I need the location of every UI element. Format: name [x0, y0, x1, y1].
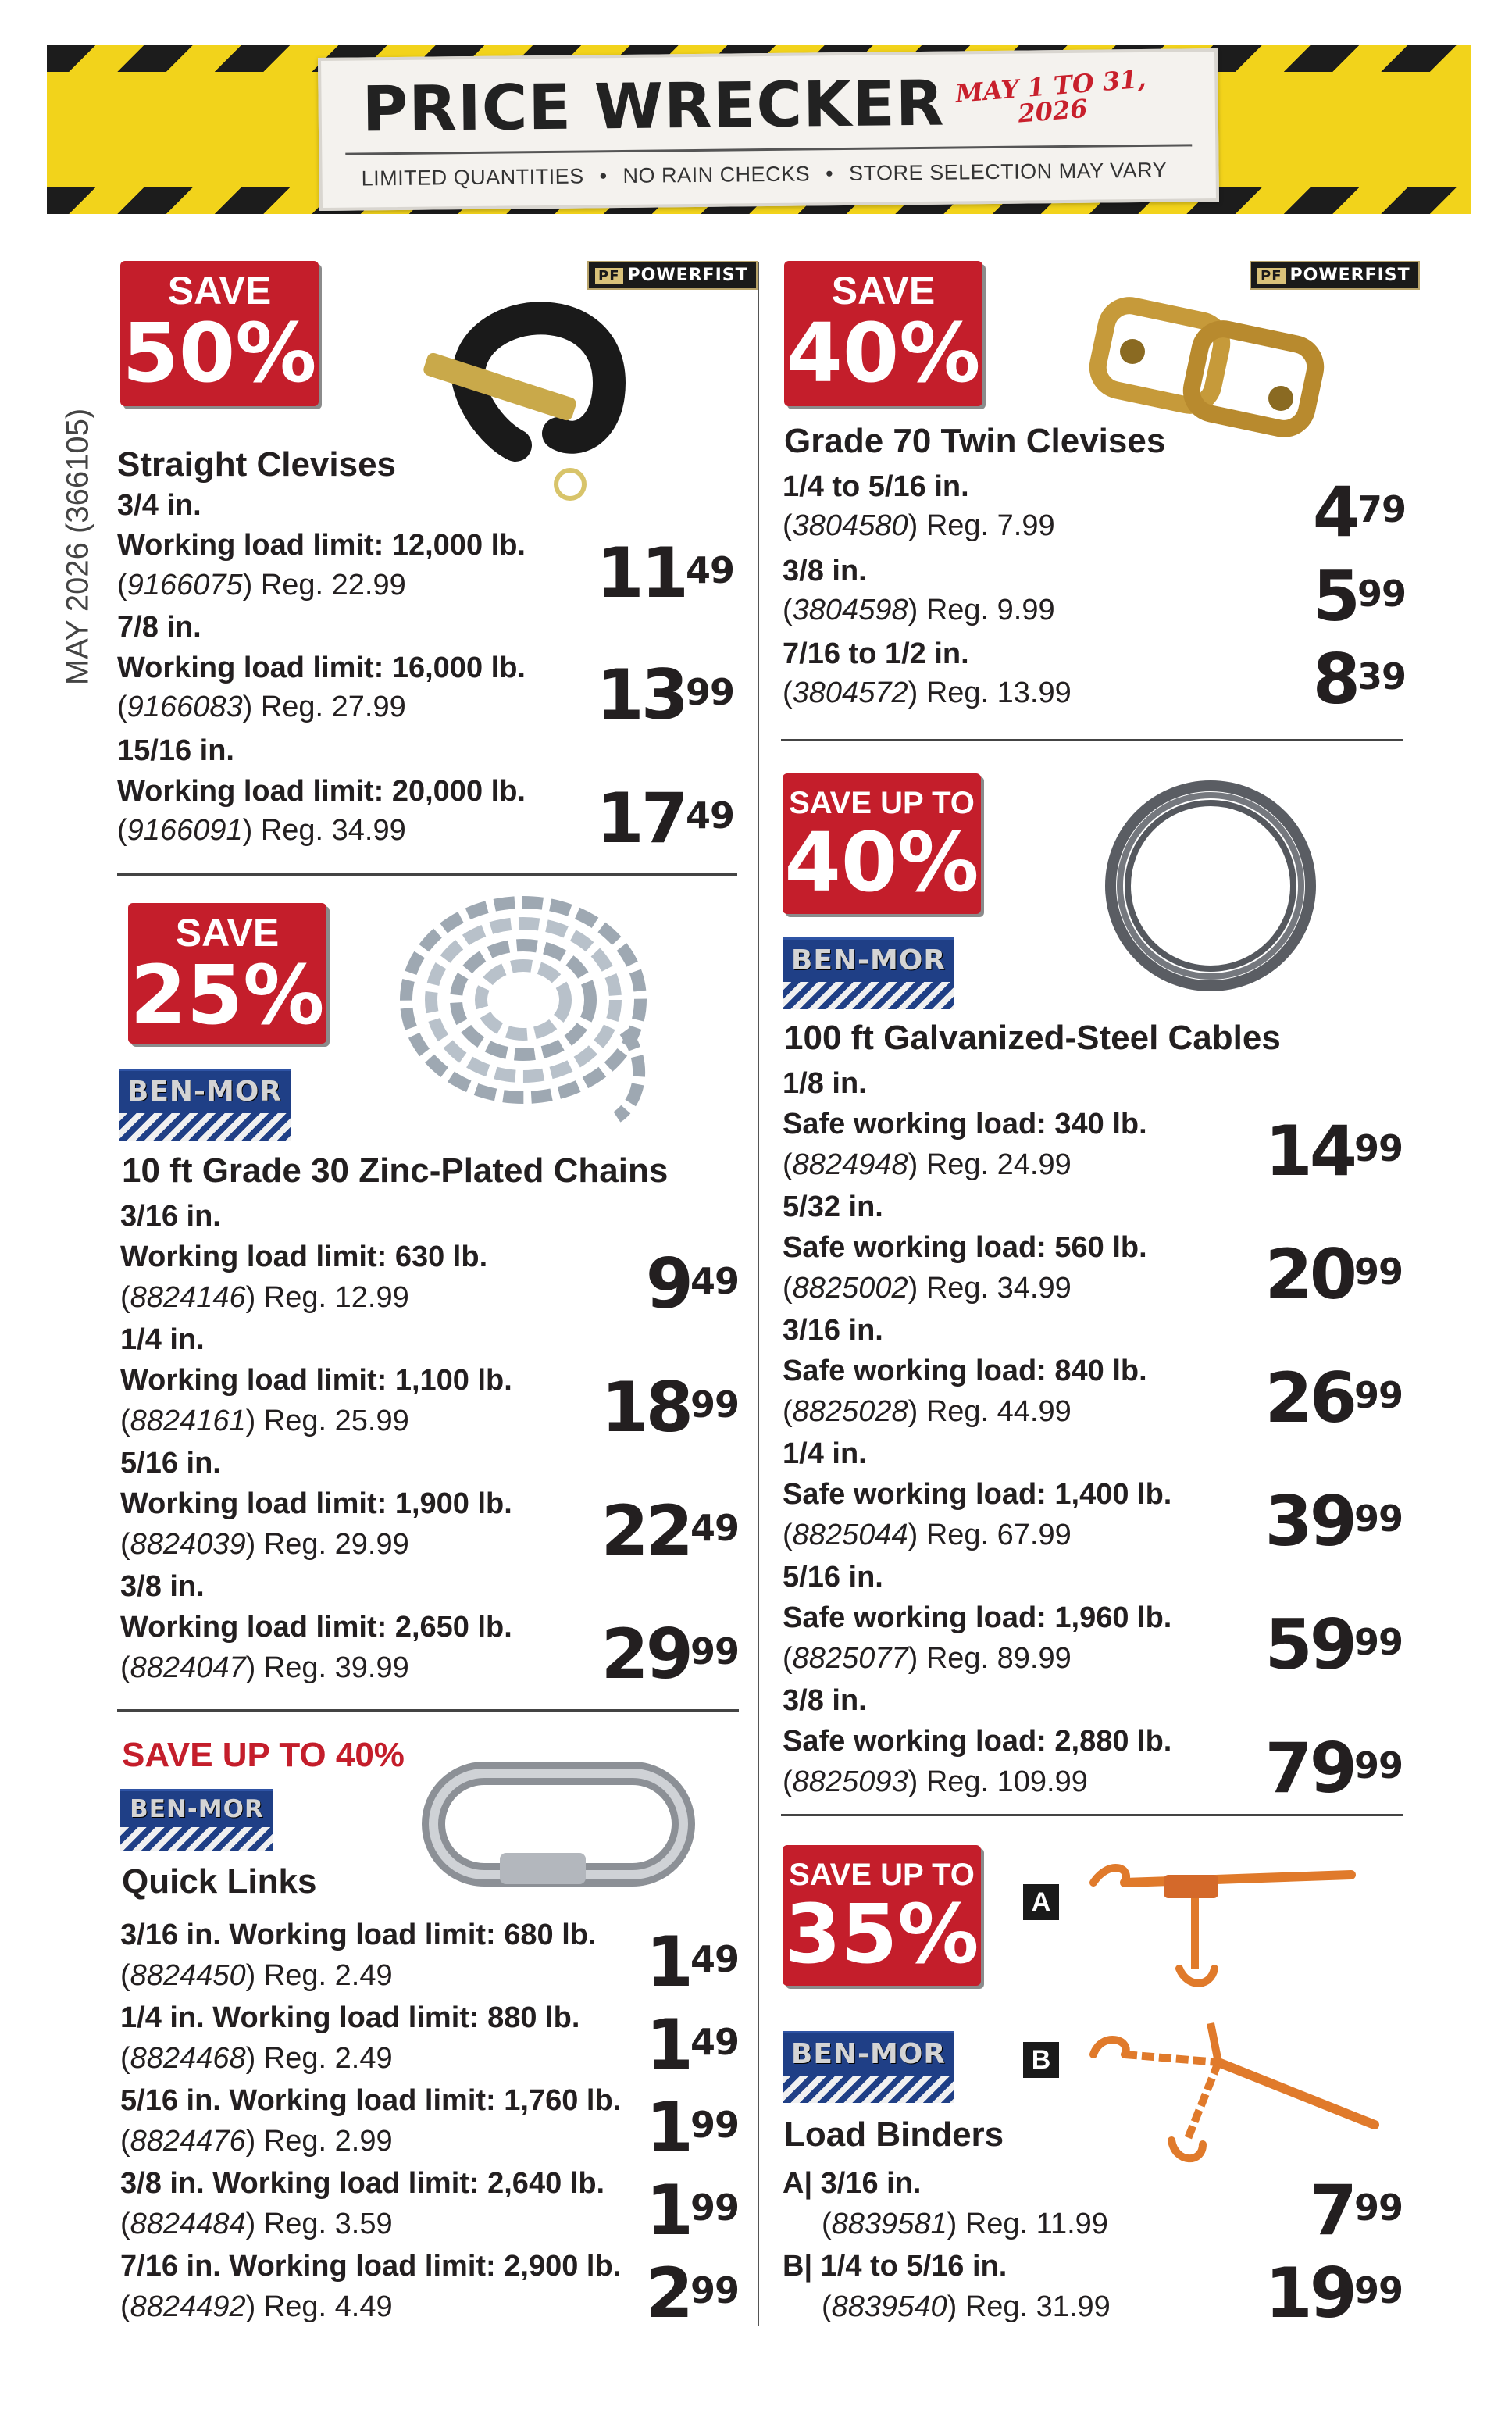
- save-badge-percent: 40%: [786, 305, 981, 401]
- price-cents: 99: [1353, 1127, 1403, 1169]
- binder-size: [783, 2250, 1007, 2283]
- chain-size: 5/16 in.: [120, 1447, 221, 1480]
- price-cents: 79: [1357, 488, 1406, 530]
- cables-title: 100 ft Galvanized-Steel Cables: [784, 1019, 1281, 1057]
- sku-number: 8824146: [130, 1281, 246, 1314]
- cable-size: 1/4 in.: [783, 1437, 867, 1470]
- clevis-load: Working load limit: 12,000 lb.: [117, 529, 526, 562]
- sale-price: [515, 1614, 739, 1694]
- regular-price: Reg. 34.99: [260, 814, 406, 847]
- banner-dates: MAY 1 TO 31, 2026: [954, 63, 1147, 129]
- clevises-title: Straight Clevises: [117, 445, 397, 484]
- price-cents: 99: [1353, 1621, 1403, 1663]
- chain-sku-reg: (8824161) Reg. 25.99: [120, 1405, 409, 1437]
- price-cents: 49: [690, 2021, 739, 2063]
- binders-title: Load Binders: [784, 2115, 1004, 2154]
- chain-load: Working load limit: 2,650 lb.: [120, 1611, 512, 1644]
- price-cents: 99: [690, 1383, 739, 1426]
- price-dollars: 59: [1264, 1605, 1354, 1685]
- regular-price: Reg. 2.99: [263, 2125, 393, 2158]
- sku-number: 8824948: [792, 1148, 908, 1181]
- regular-price: Reg. 31.99: [965, 2290, 1111, 2323]
- cable-sku-reg: (8825093) Reg. 109.99: [783, 1765, 1088, 1798]
- banner-sub-rain: NO RAIN CHECKS: [622, 162, 811, 187]
- chain-size: 3/16 in.: [120, 1200, 221, 1233]
- cable-load: Safe working load: 2,880 lb.: [783, 1725, 1172, 1758]
- sku-number: 8825002: [792, 1272, 908, 1305]
- price-cents: 49: [685, 794, 734, 837]
- sale-price: [1171, 2253, 1403, 2333]
- regular-price: Reg. 39.99: [263, 1651, 409, 1684]
- save-badge-twin-clevises: [784, 261, 982, 406]
- sale-price: [1171, 1605, 1403, 1685]
- sale-price: [1171, 1481, 1403, 1562]
- regular-price: Reg. 4.49: [263, 2290, 393, 2323]
- save-badge-clevises: [120, 261, 319, 406]
- binder-size-value: 1/4 to 5/16 in.: [820, 2250, 1007, 2283]
- regular-price: Reg. 13.99: [925, 676, 1072, 709]
- price-dollars: 26: [1264, 1358, 1354, 1438]
- price-cents: 39: [1357, 655, 1406, 698]
- sale-price: [578, 1922, 739, 2002]
- ben-mor-logo-text: BEN-MOR: [790, 944, 947, 976]
- price-cents: 99: [1353, 2269, 1403, 2311]
- save-badge-label: SAVE: [831, 269, 936, 312]
- price-dollars: 14: [1264, 1111, 1354, 1191]
- sale-price: [578, 2087, 739, 2168]
- price-dollars: 9: [645, 1244, 690, 1324]
- save-badge-label: SAVE: [167, 269, 272, 312]
- link-sku-reg: (8824468) Reg. 2.49: [120, 2042, 393, 2075]
- twin-sku-reg: (3804598) Reg. 9.99: [783, 594, 1055, 626]
- banner-paper: [318, 48, 1219, 211]
- link-spec: 1/4 in. Working load limit: 880 lb.: [120, 2001, 580, 2034]
- price-cents: 49: [690, 1507, 739, 1549]
- cable-size: 1/8 in.: [783, 1067, 867, 1100]
- sale-price: [515, 1490, 739, 1571]
- price-cents: 49: [690, 1260, 739, 1302]
- price-dollars: 29: [601, 1614, 690, 1694]
- sale-price: [515, 778, 734, 859]
- price-dollars: 4: [1312, 472, 1357, 552]
- chain-load: Working load limit: 1,900 lb.: [120, 1487, 512, 1520]
- regular-price: Reg. 22.99: [260, 569, 406, 602]
- price-cents: 49: [685, 549, 734, 591]
- twin-sku-reg: (3804572) Reg. 13.99: [783, 676, 1072, 709]
- link-spec: 3/8 in. Working load limit: 2,640 lb.: [120, 2167, 605, 2200]
- sale-price: [578, 2253, 739, 2333]
- price-cents: 99: [1353, 1498, 1403, 1540]
- sale-price: [515, 655, 734, 735]
- price-dollars: 2: [645, 2253, 690, 2333]
- chain-load: Working load limit: 1,100 lb.: [120, 1364, 512, 1397]
- price-cents: 49: [690, 1938, 739, 1980]
- ben-mor-logo: [119, 1069, 291, 1141]
- regular-price: Reg. 44.99: [925, 1395, 1072, 1428]
- sku-number: 8825093: [792, 1765, 908, 1798]
- cable-sku-reg: (8824948) Reg. 24.99: [783, 1148, 1072, 1181]
- binder-label: B|: [783, 2250, 813, 2283]
- link-sku-reg: (8824476) Reg. 2.99: [120, 2125, 393, 2158]
- ratchet-binder-image: [1078, 1851, 1375, 1992]
- sku-number: 9166083: [127, 691, 243, 723]
- link-sku-reg: (8824492) Reg. 4.49: [120, 2290, 393, 2323]
- chain-sku-reg: (8824047) Reg. 39.99: [120, 1651, 409, 1684]
- regular-price: Reg. 89.99: [925, 1642, 1072, 1675]
- save-badge-binders: [783, 1845, 981, 1986]
- sku-number: 8825044: [792, 1519, 908, 1551]
- sale-price: [1171, 1358, 1403, 1438]
- price-cents: 99: [1353, 1251, 1403, 1293]
- flyer-code: MAY 2026 (366105): [60, 408, 95, 686]
- sale-price: [1171, 2170, 1403, 2251]
- link-sku-reg: (8824450) Reg. 2.49: [120, 1959, 393, 1992]
- clevis-size: 3/4 in.: [117, 489, 201, 522]
- price-cents: 99: [690, 2269, 739, 2311]
- clevis-size: 15/16 in.: [117, 734, 234, 767]
- regular-price: Reg. 24.99: [925, 1148, 1072, 1181]
- sku-number: 8824047: [130, 1651, 246, 1684]
- cable-size: 3/16 in.: [783, 1314, 883, 1347]
- sku-number: 8839581: [831, 2208, 947, 2240]
- cable-sku-reg: (8825002) Reg. 34.99: [783, 1272, 1072, 1305]
- regular-price: Reg. 34.99: [925, 1272, 1072, 1305]
- ben-mor-logo-text: BEN-MOR: [790, 2038, 947, 2070]
- link-spec: 3/16 in. Working load limit: 680 lb.: [120, 1919, 597, 1951]
- cable-sku-reg: (8825044) Reg. 67.99: [783, 1519, 1072, 1551]
- price-wrecker-banner: [47, 45, 1471, 214]
- regular-price: Reg. 2.49: [263, 1959, 393, 1992]
- clevis-size: 7/8 in.: [117, 611, 201, 644]
- column-divider: [758, 262, 759, 2326]
- regular-price: Reg. 3.59: [263, 2208, 393, 2240]
- straight-clevis-image: [414, 297, 648, 516]
- twin-sku-reg: (3804580) Reg. 7.99: [783, 509, 1055, 542]
- banner-sub-store: STORE SELECTION MAY VARY: [848, 158, 1168, 185]
- clevis-sku-reg: (9166075) Reg. 22.99: [117, 569, 406, 602]
- cable-load: Safe working load: 1,960 lb.: [783, 1601, 1172, 1634]
- twin-size: 3/8 in.: [783, 555, 867, 587]
- sale-price: [578, 2004, 739, 2085]
- section-divider: [781, 1814, 1403, 1816]
- banner-sep-2: •: [825, 162, 834, 186]
- sku-number: 8824450: [130, 1959, 246, 1992]
- cable-size: 5/16 in.: [783, 1561, 883, 1594]
- regular-price: Reg. 12.99: [263, 1281, 409, 1314]
- price-cents: 99: [690, 1630, 739, 1672]
- ben-mor-logo: [783, 2031, 954, 2103]
- sku-number: 8824492: [130, 2290, 246, 2323]
- link-sku-reg: (8824484) Reg. 3.59: [120, 2208, 393, 2240]
- regular-price: Reg. 29.99: [263, 1528, 409, 1561]
- price-cents: 99: [690, 2104, 739, 2146]
- price-dollars: 13: [596, 655, 686, 735]
- sku-number: 3804572: [792, 676, 908, 709]
- chains-title: 10 ft Grade 30 Zinc-Plated Chains: [122, 1151, 669, 1190]
- save-badge-label: SAVE UP TO: [789, 786, 975, 820]
- save-badge-percent: 40%: [784, 815, 979, 910]
- binder-marker-b: B: [1023, 2042, 1059, 2078]
- price-dollars: 1: [645, 2004, 690, 2085]
- banner-title: PRICE WRECKER: [362, 66, 945, 146]
- save-badge-chains: [128, 903, 326, 1044]
- sku-number: 8824468: [130, 2042, 246, 2075]
- cable-load: Safe working load: 340 lb.: [783, 1108, 1147, 1141]
- cable-load: Safe working load: 1,400 lb.: [783, 1478, 1172, 1511]
- section-divider: [117, 1709, 739, 1712]
- steel-cable-coil-image: [1093, 769, 1328, 1003]
- sale-price: [515, 533, 734, 613]
- price-cents: 99: [1357, 573, 1406, 615]
- cable-load: Safe working load: 560 lb.: [783, 1231, 1147, 1264]
- price-dollars: 19: [1264, 2253, 1354, 2333]
- price-dollars: 5: [1312, 556, 1357, 637]
- binder-size: [783, 2167, 921, 2201]
- sale-price: [1187, 472, 1406, 552]
- banner-sep-1: •: [599, 164, 608, 188]
- ben-mor-logo-text: BEN-MOR: [130, 1795, 264, 1823]
- sale-price: [1187, 639, 1406, 719]
- save-badge-label: SAVE: [175, 911, 280, 955]
- sku-number: 3804580: [792, 509, 908, 542]
- price-dollars: 22: [601, 1490, 690, 1571]
- powerfist-logo-text: POWERFIST: [627, 266, 748, 285]
- save-badge-percent: 50%: [122, 305, 317, 401]
- regular-price: Reg. 27.99: [260, 691, 406, 723]
- sku-number: 8824476: [130, 2125, 246, 2158]
- regular-price: Reg. 67.99: [925, 1519, 1072, 1551]
- sku-number: 8824039: [130, 1528, 246, 1561]
- price-dollars: 1: [645, 1922, 690, 2002]
- twin-clevises-title: Grade 70 Twin Clevises: [784, 422, 1166, 460]
- binder-sku-reg: (8839540) Reg. 31.99: [822, 2290, 1111, 2323]
- binder-size-value: 3/16 in.: [820, 2167, 922, 2200]
- price-dollars: 11: [596, 533, 686, 613]
- ben-mor-logo: [120, 1789, 273, 1851]
- price-dollars: 7: [1309, 2170, 1354, 2251]
- banner-subline: [361, 159, 1167, 191]
- price-dollars: 79: [1264, 1728, 1354, 1808]
- price-dollars: 20: [1264, 1234, 1354, 1315]
- section-divider: [117, 873, 737, 876]
- sale-price: [1171, 1728, 1403, 1808]
- sale-price: [515, 1244, 739, 1324]
- binder-label: A|: [783, 2167, 813, 2200]
- quick-links-title: Quick Links: [122, 1862, 317, 1901]
- clevis-sku-reg: (9166091) Reg. 34.99: [117, 814, 406, 847]
- quick-link-image: [422, 1758, 703, 1890]
- cable-sku-reg: (8825077) Reg. 89.99: [783, 1642, 1072, 1675]
- price-dollars: 17: [596, 778, 686, 859]
- twin-size: 7/16 to 1/2 in.: [783, 637, 969, 670]
- price-cents: 99: [1353, 2186, 1403, 2229]
- cable-size: 3/8 in.: [783, 1684, 867, 1717]
- sku-number: 8825028: [792, 1395, 908, 1428]
- save-badge-label: SAVE UP TO: [789, 1858, 975, 1892]
- link-spec: 5/16 in. Working load limit: 1,760 lb.: [120, 2084, 622, 2117]
- chain-sku-reg: (8824146) Reg. 12.99: [120, 1281, 409, 1314]
- sku-number: 3804598: [792, 594, 908, 626]
- price-dollars: 39: [1264, 1481, 1354, 1562]
- sku-number: 8824484: [130, 2208, 246, 2240]
- price-cents: 99: [685, 671, 734, 713]
- sku-number: 8825077: [792, 1642, 908, 1675]
- regular-price: Reg. 25.99: [263, 1405, 409, 1437]
- clevis-load: Working load limit: 16,000 lb.: [117, 651, 526, 684]
- save-badge-percent: 25%: [130, 948, 325, 1043]
- sale-price: [578, 2170, 739, 2251]
- sku-number: 9166075: [127, 569, 243, 602]
- cable-sku-reg: (8825028) Reg. 44.99: [783, 1395, 1072, 1428]
- powerfist-logo: PF POWERFIST: [1250, 261, 1420, 290]
- price-dollars: 18: [601, 1367, 690, 1448]
- chain-load: Working load limit: 630 lb.: [120, 1240, 488, 1273]
- regular-price: Reg. 2.49: [263, 2042, 393, 2075]
- link-spec: 7/16 in. Working load limit: 2,900 lb.: [120, 2250, 622, 2283]
- regular-price: Reg. 7.99: [925, 509, 1055, 542]
- cable-load: Safe working load: 840 lb.: [783, 1355, 1147, 1387]
- save-badge-cables: [783, 773, 981, 914]
- banner-sub-limited: LIMITED QUANTITIES: [361, 164, 584, 191]
- sku-number: 8839540: [831, 2290, 947, 2323]
- price-dollars: 1: [645, 2170, 690, 2251]
- clevis-sku-reg: (9166083) Reg. 27.99: [117, 691, 406, 723]
- price-dollars: 8: [1312, 639, 1357, 719]
- clevis-load: Working load limit: 20,000 lb.: [117, 775, 526, 808]
- regular-price: Reg. 11.99: [965, 2208, 1108, 2240]
- cable-size: 5/32 in.: [783, 1191, 883, 1223]
- save-text-quick-links: SAVE UP TO 40%: [122, 1736, 405, 1774]
- regular-price: Reg. 9.99: [925, 594, 1055, 626]
- price-cents: 99: [1353, 1744, 1403, 1787]
- binder-marker-a: A: [1023, 1884, 1059, 1920]
- powerfist-logo: PF POWERFIST: [587, 261, 758, 290]
- sale-price: [515, 1367, 739, 1448]
- twin-size: 1/4 to 5/16 in.: [783, 470, 969, 503]
- powerfist-logo-text: POWERFIST: [1289, 266, 1410, 285]
- section-divider: [781, 739, 1403, 741]
- banner-rule: [345, 144, 1192, 155]
- chain-size: 3/8 in.: [120, 1570, 205, 1603]
- price-cents: 99: [690, 2186, 739, 2229]
- chain-coil-image: [390, 891, 672, 1125]
- sale-price: [1187, 556, 1406, 637]
- price-cents: 99: [1353, 1374, 1403, 1416]
- sku-number: 9166091: [127, 814, 243, 847]
- ben-mor-logo-text: BEN-MOR: [127, 1076, 283, 1108]
- price-dollars: 1: [645, 2087, 690, 2168]
- lever-binder-image: [1078, 2008, 1390, 2179]
- sku-number: 8824161: [130, 1405, 246, 1437]
- save-badge-percent: 35%: [784, 1887, 979, 1982]
- chain-sku-reg: (8824039) Reg. 29.99: [120, 1528, 409, 1561]
- chain-size: 1/4 in.: [120, 1323, 205, 1356]
- regular-price: Reg. 109.99: [925, 1765, 1088, 1798]
- binder-sku-reg: (8839581) Reg. 11.99: [822, 2208, 1108, 2240]
- sale-price: [1171, 1111, 1403, 1191]
- sale-price: [1171, 1234, 1403, 1315]
- ben-mor-logo: [783, 937, 954, 1009]
